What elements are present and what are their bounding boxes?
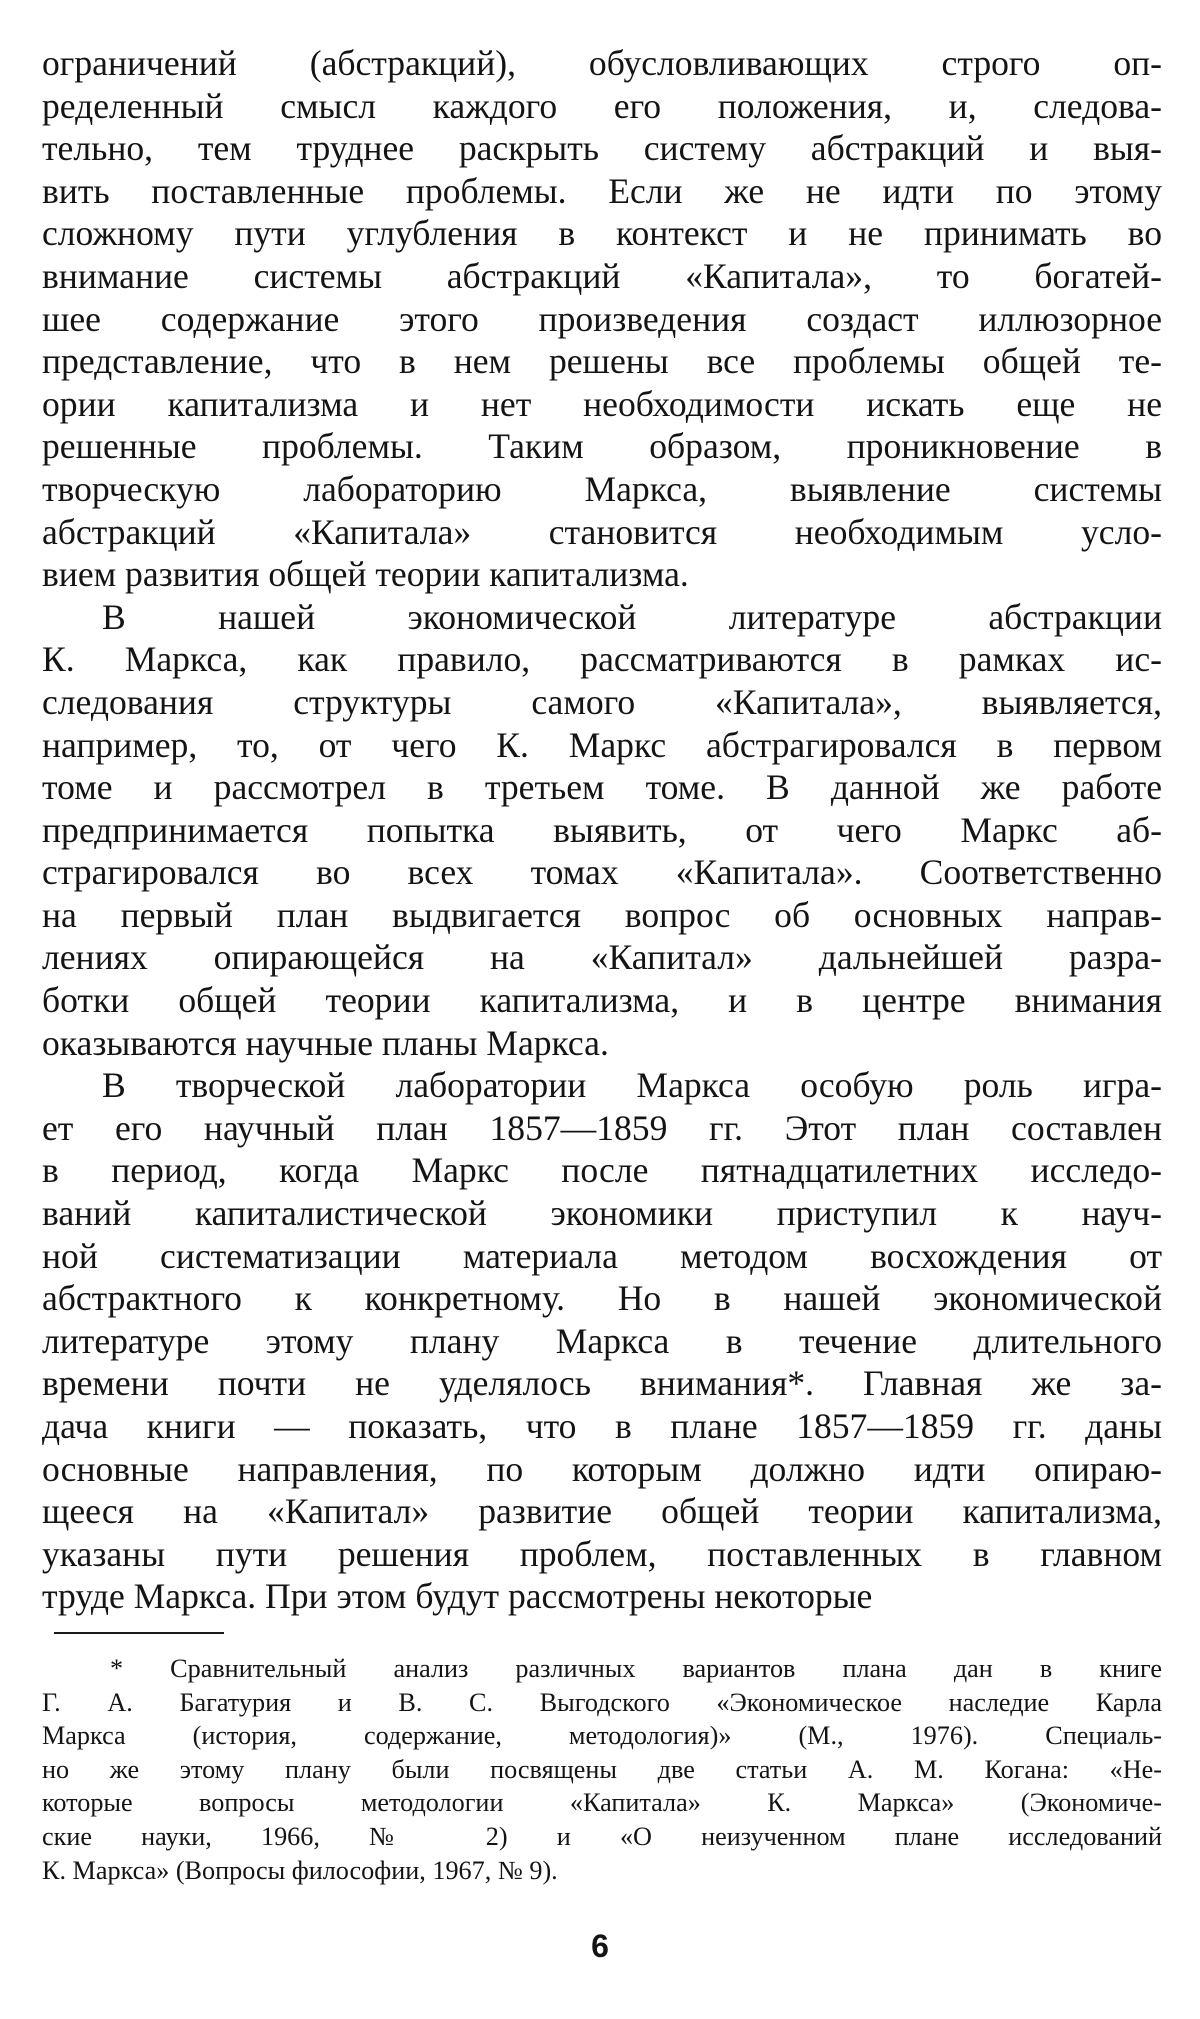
footnote-line: Г. А. Багатурия и В. С. Выгодского «Экономическое наследие Карла bbox=[42, 1687, 1162, 1717]
text-line: В творческой лаборатории Маркса особую роль игра- bbox=[102, 1065, 1162, 1106]
text-line: ории капитализма и нет необходимости искать еще не bbox=[42, 383, 1162, 424]
text-line: творческую лабораторию Маркса, выявление системы bbox=[42, 468, 1162, 509]
paragraph-2 bbox=[42, 596, 1162, 1065]
text-line: ет его научный план 1857—1859 гг. Этот план составлен bbox=[42, 1107, 1162, 1148]
text-line: следования структуры самого «Капитала», выявляется, bbox=[42, 681, 1162, 722]
paragraph-1 bbox=[42, 42, 1162, 596]
text-line: вием развития общей теории капитализма. bbox=[42, 554, 689, 595]
text-line: страгировался во всех томах «Капитала». Соответственно bbox=[42, 852, 1162, 893]
footnote-separator bbox=[54, 1632, 224, 1634]
text-line: шее содержание этого произведения создаст иллюзорное bbox=[42, 298, 1162, 339]
text-line: К. Маркса, как правило, рассматриваются в рамках ис- bbox=[42, 639, 1162, 680]
text-line: дача книги — показать, что в плане 1857—1859 гг. даны bbox=[42, 1406, 1162, 1446]
text-line: в период, когда Маркс после пятнадцатилетних исследо- bbox=[42, 1150, 1162, 1191]
footnote bbox=[42, 1652, 1162, 1887]
text-line: сложному пути углубления в контекст и не принимать во bbox=[42, 213, 1162, 254]
text-line: например, то, от чего К. Маркс абстрагировался в первом bbox=[42, 724, 1162, 765]
main-text bbox=[42, 42, 1162, 1618]
text-line: томе и рассмотрел в третьем томе. В данной же работе bbox=[42, 767, 1162, 808]
text-line: ограничений (абстракций), обусловливающих строго оп- bbox=[42, 43, 1162, 83]
footnote-line: * Сравнительный анализ различных вариантов плана дан в книге bbox=[110, 1653, 1162, 1683]
text-line: оказываются научные планы Маркса. bbox=[42, 1022, 609, 1063]
text-line: ваний капиталистической экономики приступил к науч- bbox=[42, 1193, 1162, 1234]
text-line: решенные проблемы. Таким образом, проникновение в bbox=[42, 426, 1162, 467]
text-line: труде Маркса. При этом будут рассмотрены некоторые bbox=[42, 1576, 873, 1617]
text-line: абстрактного к конкретному. Но в нашей экономической bbox=[42, 1278, 1162, 1319]
footnote-line: которые вопросы методологии «Капитала» К. Маркса» (Экономиче- bbox=[42, 1788, 1162, 1818]
text-line: времени почти не уделялось внимания*. Главная же за- bbox=[42, 1363, 1162, 1404]
text-line: основные направления, по которым должно идти опираю- bbox=[42, 1448, 1162, 1489]
book-page bbox=[42, 42, 1162, 1887]
text-line: ределенный смысл каждого его положения, и, следова- bbox=[42, 85, 1162, 126]
text-line: предпринимается попытка выявить, от чего Маркс аб- bbox=[42, 809, 1162, 850]
footnote-line: ские науки, 1966, № 2) и «О неизученном плане исследований bbox=[42, 1821, 1162, 1851]
footnote-line: К. Маркса» (Вопросы философии, 1967, № 9). bbox=[42, 1855, 558, 1885]
text-line: литературе этому плану Маркса в течение длительного bbox=[42, 1320, 1162, 1361]
footnote-line: но же этому плану были посвящены две статьи А. М. Когана: «Не- bbox=[42, 1754, 1162, 1784]
text-line: щееся на «Капитал» развитие общей теории капитализма, bbox=[42, 1491, 1162, 1532]
text-line: абстракций «Капитала» становится необходимым усло- bbox=[42, 511, 1162, 552]
text-line: вить поставленные проблемы. Если же не идти по этому bbox=[42, 170, 1162, 211]
page-number: 6 bbox=[591, 1928, 609, 1964]
text-line: ботки общей теории капитализма, и в центре внимания bbox=[42, 980, 1162, 1021]
text-line: указаны пути решения проблем, поставленных в главном bbox=[42, 1533, 1162, 1574]
footnote-line: Маркса (история, содержание, методология)» (М., 1976). Специаль- bbox=[42, 1721, 1162, 1751]
text-line: представление, что в нем решены все проблемы общей те- bbox=[42, 341, 1162, 382]
text-line: В нашей экономической литературе абстракции bbox=[102, 596, 1162, 637]
text-line: ной систематизации материала методом восхождения от bbox=[42, 1235, 1162, 1276]
text-line: лениях опирающейся на «Капитал» дальнейшей разра- bbox=[42, 937, 1162, 978]
paragraph-3 bbox=[42, 1064, 1162, 1618]
text-line: на первый план выдвигается вопрос об основных направ- bbox=[42, 894, 1162, 935]
text-line: внимание системы абстракций «Капитала», то богатей- bbox=[42, 255, 1162, 296]
text-line: тельно, тем труднее раскрыть систему абстракций и выя- bbox=[42, 128, 1162, 169]
